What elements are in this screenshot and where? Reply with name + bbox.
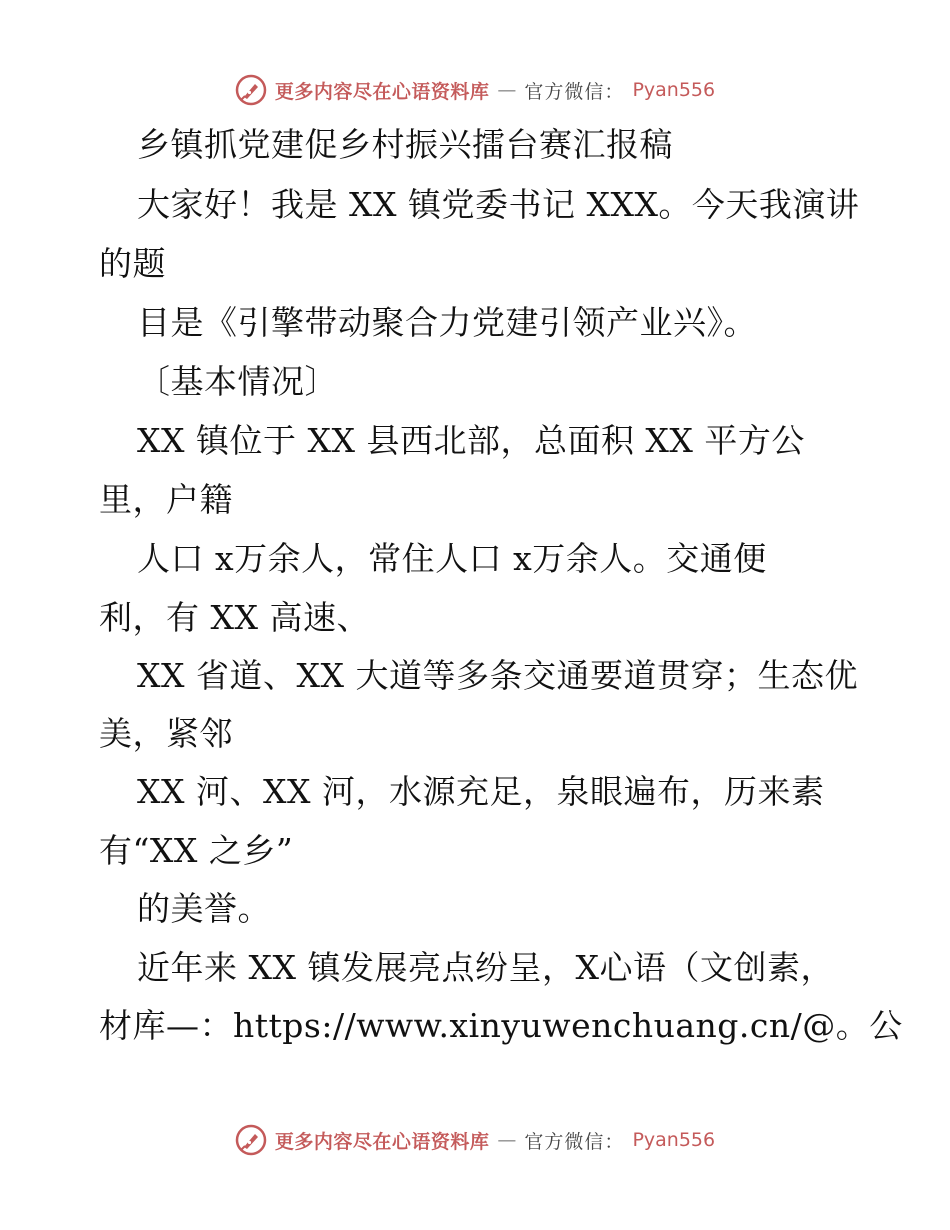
paragraph-line: 利，有 XX 高速、 bbox=[99, 598, 370, 637]
paragraph-line: 材库—：https://www.xinyuwenchuang.cn/@。公 bbox=[99, 1006, 903, 1045]
watermark-main-text: 更多内容尽在心语资料库 bbox=[274, 80, 490, 103]
watermark-wechat-id: Pyan556 bbox=[632, 79, 716, 101]
paragraph-line: 里，户籍 bbox=[99, 480, 233, 519]
paragraph-line: XX 省道、XX 大道等多条交通要道贯穿；生态优 bbox=[137, 656, 858, 695]
paragraph-line: 的题 bbox=[99, 244, 166, 283]
paragraph-line: 有“XX 之乡” bbox=[99, 831, 294, 870]
document-title: 乡镇抓党建促乡村振兴擂台赛汇报稿 bbox=[137, 125, 673, 164]
watermark-wechat-id: Pyan556 bbox=[632, 1129, 716, 1151]
paragraph-line: 美，紧邻 bbox=[99, 714, 233, 753]
section-heading: 〔基本情况〕 bbox=[137, 362, 338, 401]
pen-nib-seal-icon bbox=[235, 1124, 267, 1156]
paragraph-line: 大家好！我是 XX 镇党委书记 XXX。今天我演讲 bbox=[137, 185, 860, 224]
watermark-wechat-label: 官方微信： bbox=[524, 80, 625, 103]
paragraph-line: XX 河、XX 河，水源充足，泉眼遍布，历来素 bbox=[137, 772, 825, 811]
paragraph-line: 人口 x万余人，常住人口 x万余人。交通便 bbox=[137, 539, 767, 578]
pen-nib-seal-icon bbox=[235, 74, 267, 106]
watermark-main-text: 更多内容尽在心语资料库 bbox=[274, 1130, 490, 1153]
paragraph-line: 目是《引擎带动聚合力党建引领产业兴》。 bbox=[137, 303, 757, 342]
paragraph-line: 的美誉。 bbox=[137, 889, 271, 928]
watermark-separator: — bbox=[497, 79, 517, 101]
watermark-wechat-label: 官方微信： bbox=[524, 1130, 625, 1153]
paragraph-line: XX 镇位于 XX 县西北部，总面积 XX 平方公 bbox=[137, 421, 805, 460]
paragraph-line: 近年来 XX 镇发展亮点纷呈，X心语（文创素， bbox=[137, 948, 834, 987]
footer-watermark bbox=[0, 1122, 950, 1158]
watermark-separator: — bbox=[497, 1129, 517, 1151]
header-watermark bbox=[0, 72, 950, 108]
